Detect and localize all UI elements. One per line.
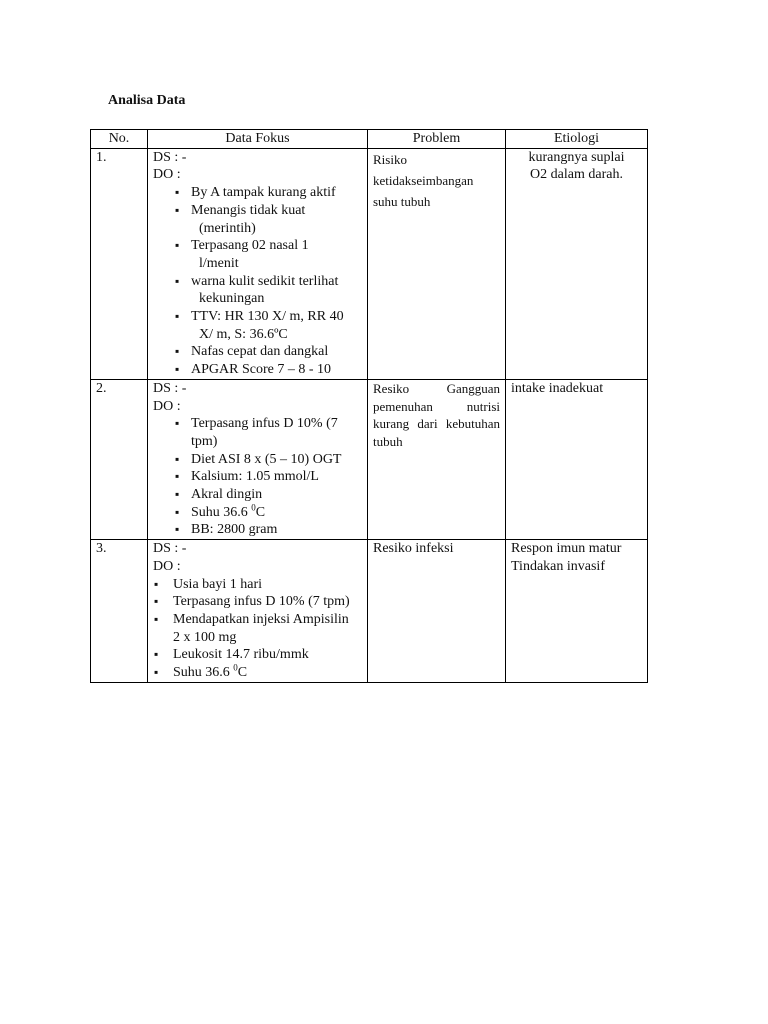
- ds-label: DS : -: [153, 380, 187, 396]
- list-item: ▪ Mendapatkan injeksi Ampisilin 2 x 100 mg: [153, 611, 362, 646]
- table-row: [91, 379, 648, 539]
- list-item: ▪ BB: 2800 gram: [170, 521, 362, 539]
- problem-cell: [368, 540, 506, 683]
- list-item: ▪ Diet ASI 8 x (5 – 10) OGT: [170, 451, 362, 469]
- list-item: ▪ Terpasang infus D 10% (7 tpm): [170, 415, 362, 450]
- list-item: ▪ By A tampak kurang aktif: [170, 184, 362, 202]
- table-row: [91, 540, 648, 683]
- table-row: [91, 148, 648, 379]
- row-number: 3.: [91, 540, 148, 683]
- column-header-no: No.: [91, 130, 148, 149]
- problem-text: Risiko ketidakseimbangan suhu tubuh: [373, 151, 474, 209]
- row-number: 1.: [91, 148, 148, 379]
- list-item: ▪ Terpasang infus D 10% (7 tpm): [153, 593, 362, 611]
- problem-text: Resiko infeksi: [373, 541, 454, 557]
- list-item: ▪ Usia bayi 1 hari: [153, 576, 362, 594]
- table-header-row: [91, 130, 648, 149]
- list-item: ▪ Suhu 36.6 $^0$C: [170, 504, 362, 522]
- problem-cell: [368, 148, 506, 379]
- list-item: ▪ Suhu 36.6 $^0$C: [153, 664, 362, 682]
- etiologi-cell: intake inadekuat: [506, 379, 648, 539]
- column-header-etiologi: Etiologi: [506, 130, 648, 149]
- row-number: 2.: [91, 379, 148, 539]
- list-item: ▪ TTV: HR 130 X/ m, RR 40 X/ m, S: 36.6ºC: [170, 308, 362, 343]
- column-header-problem: Problem: [368, 130, 506, 149]
- analisa-data-table: [90, 129, 648, 683]
- etiologi-cell: kurangnya suplai O2 dalam darah.: [506, 148, 648, 379]
- do-label: DO :: [153, 167, 181, 183]
- do-list: [170, 184, 362, 379]
- do-list: [153, 576, 362, 682]
- do-label: DO :: [153, 398, 181, 414]
- data-fokus-cell: [148, 540, 368, 683]
- list-item: ▪ Kalsium: 1.05 mmol/L: [170, 468, 362, 486]
- etiologi-cell: Respon imun matur Tindakan invasif: [506, 540, 648, 683]
- do-list: [170, 415, 362, 539]
- problem-cell: [368, 379, 506, 539]
- list-item: ▪ Terpasang 02 nasal 1 l/menit: [170, 237, 362, 272]
- list-item: ▪ Akral dingin: [170, 486, 362, 504]
- list-item: ▪ APGAR Score 7 – 8 - 10: [170, 361, 362, 379]
- ds-label: DS : -: [153, 541, 187, 557]
- list-item: ▪ Menangis tidak kuat (merintih): [170, 202, 362, 237]
- do-label: DO :: [153, 558, 181, 574]
- page-title: Analisa Data: [108, 93, 186, 108]
- problem-text: Resiko Gangguan pemenuhan nutrisi kurang dari kebutuhan tubuh: [373, 380, 500, 449]
- data-fokus-cell: [148, 379, 368, 539]
- list-item: ▪ warna kulit sedikit terlihat kekuningan: [170, 273, 362, 308]
- ds-label: DS : -: [153, 149, 187, 165]
- data-fokus-cell: [148, 148, 368, 379]
- list-item: ▪ Nafas cepat dan dangkal: [170, 343, 362, 361]
- column-header-data-fokus: Data Fokus: [148, 130, 368, 149]
- list-item: ▪ Leukosit 14.7 ribu/mmk: [153, 646, 362, 664]
